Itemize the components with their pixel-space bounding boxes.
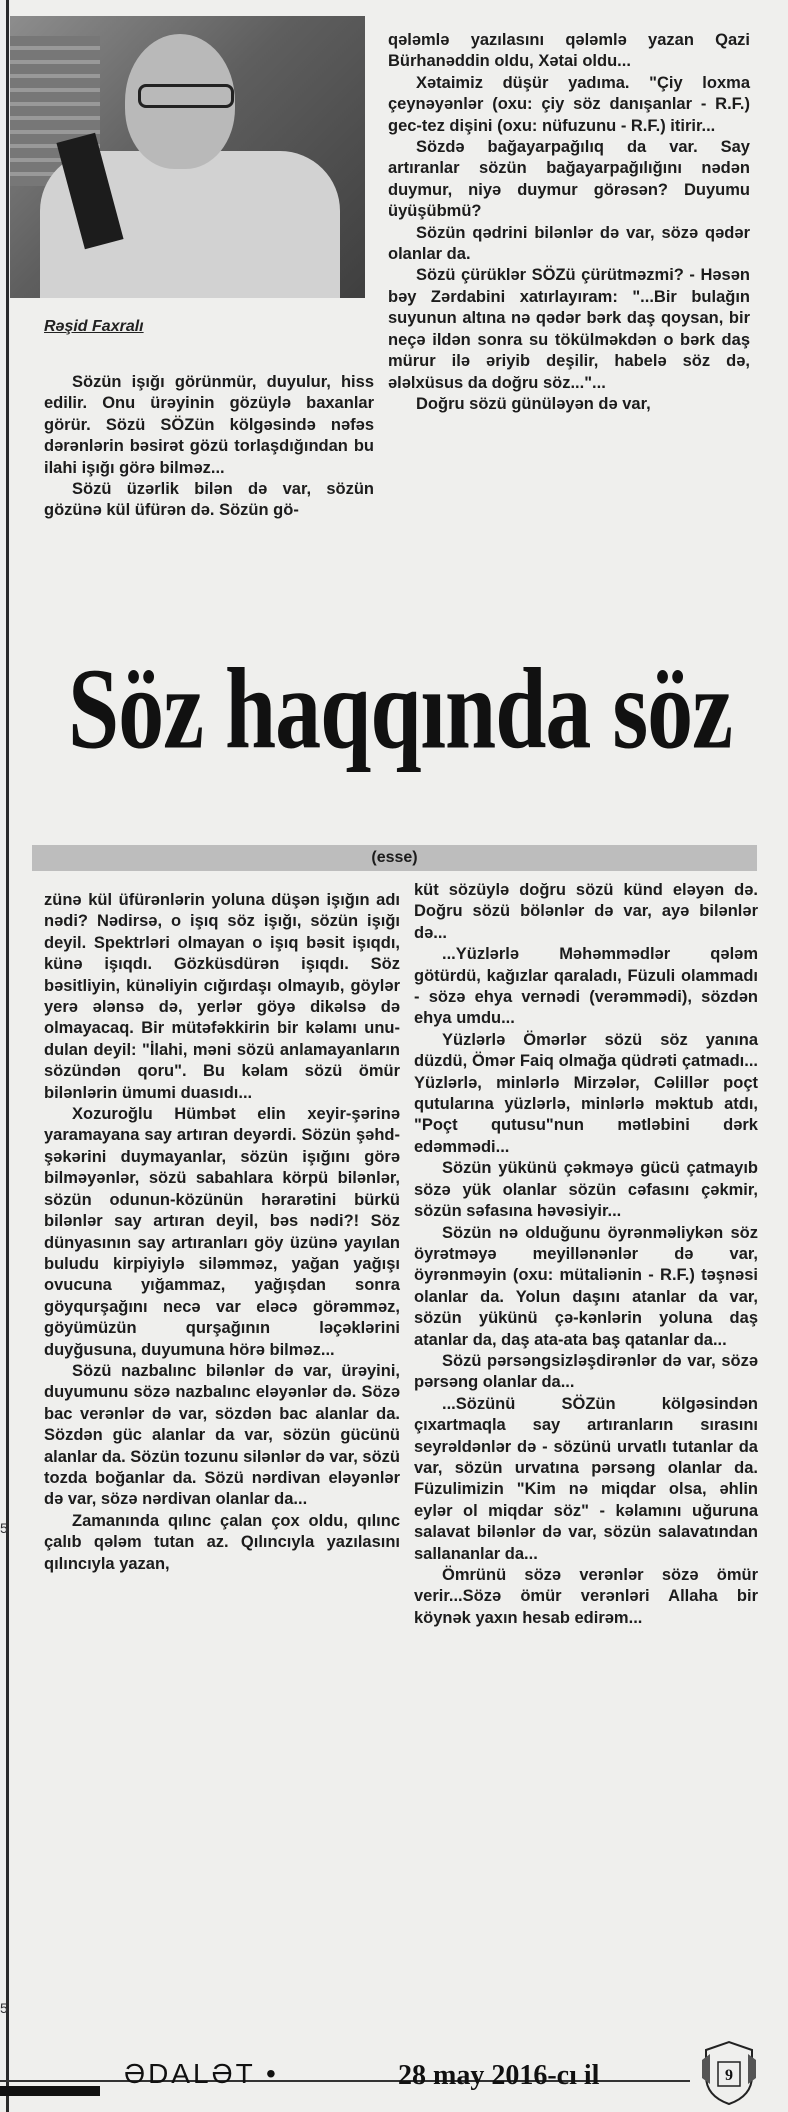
paragraph: Yüzlərlə Ömərlər sözü söz yanına düzdü, Ömər Faiq olmağa qüdrəti çatmadı... Yüzlərlə, minlərlə Mirzələr, Cəlillər poçt qutularına yüzlərlə, minlərlə məktub atdı, "Poçt qutusu"nun mətləbini dərk edəmmədi... bbox=[414, 1030, 758, 1156]
paragraph: ...Sözünü SÖZün kölgəsindən çıxartmaqla say artıranların sırasını seyrəldənlər də - sözünü urvatlı tutanlar da var, sözün urvatına pərsəng olanlar da. Füzulimizin "Kim nə miqdar olsa, əhlin eylər ol miqdar söz" - kəlamını uğuruna salavat bilənlər də var, sözün salavatından sallananlar da... bbox=[414, 1394, 758, 1563]
paragraph: Sözü üzərlik bilən də var, sözün gözünə kül üfürən də. Sözün gö- bbox=[44, 480, 374, 520]
paragraph: Sözün yükünü çəkməyə gücü çatmayıb sözə yük olanlar sözün cəfasını çəkmir, sözün səfasına həvəsiyir... bbox=[414, 1159, 758, 1221]
paragraph: Sözün nə olduğunu öyrənməliykən söz öyrətməyə meyillənənlər də var, öyrənməyin (oxu: mütaliənin - R.F.) təşnəsi olanlar da. Yolun daşını atanlar da var, sözün yükünü çə-kənlərin yoluna daş atanlar da, daş ata-ata baş qatanlar da... bbox=[414, 1223, 758, 1349]
newspaper-name: ƏDALƏT • bbox=[124, 2058, 279, 2089]
page-number-emblem-icon bbox=[700, 2040, 758, 2106]
column-left-top bbox=[44, 372, 374, 522]
page-number: 9 bbox=[725, 2067, 733, 2084]
paragraph: Sözü çürüklər SÖZü çürütməzmi? - Həsən bəy Zərdabini xatırlayıram: "...Bir bulağın suyunun altına nə qədər bərk daş qoysan, bir neçə ildən sonra su tökülməkdən o bərk daş mürur ilə əriyib deşilir, habelə söz də, ələlxüsus da doğru söz..."... bbox=[388, 266, 750, 392]
paragraph: Sözü pərsəngsizləşdirənlər də var, sözə pərsəng olanlar da... bbox=[414, 1351, 758, 1392]
paragraph: qələmlə yazılasını qələmlə yazan Qazi Bürhanəddin oldu, Xətai oldu... bbox=[388, 31, 750, 71]
column-left-bottom bbox=[44, 890, 400, 1575]
paragraph: Ömrünü sözə verənlər sözə ömür verir...Sözə ömür verənləri Allaha bir köynək yaxın hesab edirəm... bbox=[414, 1566, 758, 1627]
column-right-top bbox=[388, 30, 750, 415]
paragraph: Zamanında qılınc çalan çox oldu, qılınc çalıb qələm tutan az. Qılıncıyla yazılasını qılıncıyla yazan, bbox=[44, 1511, 400, 1573]
author-photo bbox=[10, 16, 365, 298]
paragraph: Xozuroğlu Hümbət elin xeyir-şərinə yaramayana say artıran deyərdi. Sözün şəhd-şəkərini duymayanlar, sözün işığını görə bilməyənlər, sözü sabahlara körpü bilənlər, sözün odunun-közünün hərarətini bürkü bilənlər say artıran deyil, bəs nədi?! Söz dünyasının say artıranları göy üzünə yayılan buludu kirpiyiylə siləmməz, yağan yağışı ovucuna yığammaz, yağışdan sonra göyqurşağını necə var eləcə görəmməz, göyümüzün qurşağının ləçəklərini duyğusuna, duyumuna hörə bilməz... bbox=[44, 1105, 400, 1359]
footer-bar bbox=[0, 2086, 100, 2096]
paragraph: Sözü nazbalınc bilənlər də var, ürəyini, duyumunu sözə nazbalınc eləyənlər də. Sözə bac verənlər də var, sözdən bac alanlar da. Sözdən güc alanlar da var, sözün gücünü alanlar da. Sözün tozunu silənlər də var, sözü tozda boğanlar da. Sözü nərdivan eləyənlər də var, sözə nərdivan olanlar da... bbox=[44, 1361, 400, 1509]
column-right-bottom bbox=[414, 880, 758, 1629]
page-left-rule bbox=[6, 0, 9, 2112]
genre-bar bbox=[32, 845, 757, 871]
issue-date: 28 may 2016-cı il bbox=[398, 2060, 600, 2091]
paragraph: Sözdə bağayarpağılıq da var. Say artıranlar sözün bağayarpağılığını nədən duymur, niyə duymur görəsən? Duyumu üyüşübmü? bbox=[388, 138, 750, 221]
paragraph: ...Yüzlərlə Məhəmmədlər qələm götürdü, kağızlar qaraladı, Füzuli olammadı - sözə ehya vernədi (verəmmədi), sözdən ehya umdu... bbox=[414, 945, 758, 1028]
margin-mark: 5 bbox=[0, 2000, 8, 2016]
genre-label: (esse) bbox=[371, 849, 418, 866]
margin-mark: 5 bbox=[0, 1520, 8, 1536]
paragraph: Sözün işığı görünmür, duyulur, hiss edilir. Onu ürəyinin gözüylə baxanlar görür. Sözü SÖZün kölgəsində nəfəs dərənlərin bəsirət gözü torlaşdığından bu ilahi işığı görə bilməz... bbox=[44, 373, 374, 477]
paragraph: zünə kül üfürənlərin yoluna düşən işığın adı nədi? Nədirsə, o işıq söz işığı, sözün işığı deyil. Spektrləri olmayan o işıq bəsit işıqdı, künə işıqdı. Gözküsdürən işıqdı. Söz bəsitliyin, künəliyin cığırdaşı olmayıb, göylər yerə ələnsə də, yerlər göyə dikəlsə də olmayacaq. Bir mütəfəkkirin bir kəlamı unu-dulan deyil: "İlahi, məni sözü anlamayanların sözündən qoru". Bu kəlam sözü ömür bilənlərin ümumi duasıdı... bbox=[44, 891, 400, 1102]
paragraph: Doğru sözü günüləyən də var, bbox=[416, 394, 651, 413]
photo-caption: Rəşid Faxralı bbox=[44, 318, 144, 335]
paragraph: Xətaimiz düşür yadıma. "Çiy loxma çeynəyənlər (oxu: çiy söz danışanlar - R.F.) gec-tez dişini (oxu: nüfuzunu - R.F.) itirir... bbox=[388, 73, 750, 135]
paragraph: Sözün qədrini bilənlər də var, sözə qədər olanlar da. bbox=[388, 223, 750, 264]
article-headline: Söz haqqında söz bbox=[67, 645, 733, 773]
paragraph: küt sözüylə doğru sözü künd eləyən də. Doğru sözü bölənlər də var, ayə bilənlər də... bbox=[414, 881, 758, 942]
